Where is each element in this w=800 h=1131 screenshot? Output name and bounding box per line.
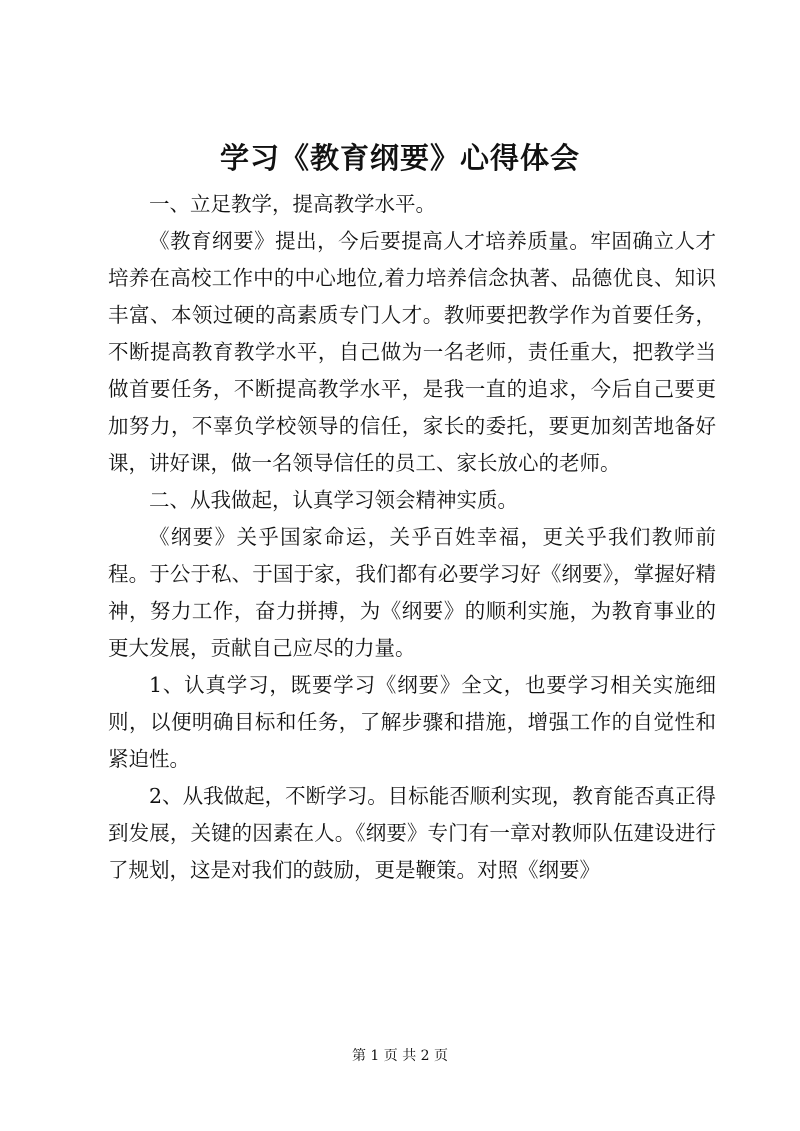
paragraph: 《纲要》关乎国家命运，关乎百姓幸福，更关乎我们教师前程。于公于私、于国于家，我们都有必要学习好《纲要》，掌握好精神，努力工作，奋力拼搏，为《纲要》的顺利实施，为教育事业的更大发展，贡献自己应尽的力量。 [108,525,716,660]
paragraph: 1、认真学习，既要学习《纲要》全文，也要学习相关实施细则，以便明确目标和任务，了解步骤和措施，增强工作的自觉性和紧迫性。 [108,673,716,771]
paragraph: 《教育纲要》提出，今后要提高人才培养质量。牢固确立人才培养在高校工作中的中心地位,着力培养信念执著、品德优良、知识丰富、本领过硬的高素质专门人才。教师要把教学作为首要任务，不断提高教育教学水平，自己做为一名老师，责任重大，把教学当做首要任务，不断提高教学水平，是我一直的追求，今后自己要更加努力，不辜负学校领导的信任，家长的委托，要更加刻苦地备好课，讲好课，做一名领导信任的员工、家长放心的老师。 [108,229,716,475]
document-title: 学习《教育纲要》心得体会 [219,141,580,175]
page-footer: 第 1 页 共 2 页 [351,1048,449,1064]
document-body [108,186,716,889]
section-heading-1: 一、立足教学，提高教学水平。 [149,192,436,216]
paragraph: 2、从我做起，不断学习。目标能否顺利实现，教育能否真正得到发展，关键的因素在人。《纲要》专门有一章对教师队伍建设进行了规划，这是对我们的鼓励，更是鞭策。对照《纲要》 [108,784,716,882]
section-heading-2: 二、从我做起，认真学习领会精神实质。 [149,488,518,512]
